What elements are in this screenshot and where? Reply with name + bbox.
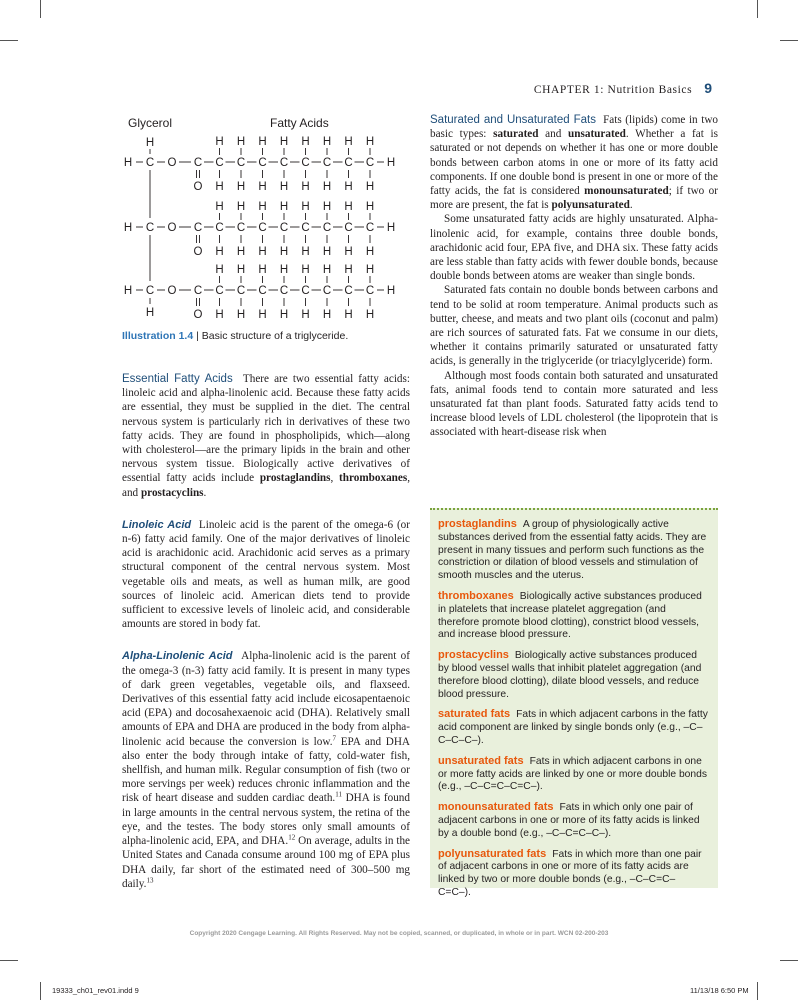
crop-mark xyxy=(40,0,41,18)
hydrogen-atom: H xyxy=(258,309,267,321)
chapter-title: CHAPTER 1: Nutrition Basics xyxy=(533,84,693,96)
caption-label: Illustration 1.4 xyxy=(122,330,194,342)
glycerol-label: Glycerol xyxy=(128,116,173,130)
carbon-atom: C xyxy=(258,157,267,169)
glossary-definition: Fats in which adjacent carbons in the fatty acid component are linked by single bonds only (e.g., –C–C–C–C–). xyxy=(438,709,708,746)
carbon-atom: C xyxy=(301,285,310,297)
glossary-definition: Biologically active substances produced in platelets that increase platelet aggregation (and therefore promote blood clotting), constrict blood vessels, and increase blood pressure. xyxy=(438,590,702,641)
running-head xyxy=(534,80,712,96)
hydrogen-atom: H xyxy=(236,181,246,193)
right-column xyxy=(430,113,718,440)
glossary-term: polyunsaturated fats xyxy=(438,847,547,860)
file-slug: 19333_ch01_rev01.indd 9 xyxy=(52,986,139,995)
body-paragraph: Although most foods contain both saturated and unsaturated fats, animal foods tend to contain more saturated and less unsaturated fat than plant foods. Saturated fatty acids tend to increase blood levels of LDL cholesterol (the lipoprotein that is associated with heart-disease risk when xyxy=(430,369,718,439)
glossary-definition: Biologically active substances produced by blood vessel walls that inhibit platelet aggregation (and therefore blood clotting), dilate blood vessels, and reduce blood pressure. xyxy=(438,650,702,700)
carbon-atom: C xyxy=(236,157,246,169)
oxygen-atom: O xyxy=(167,222,177,234)
hydrogen-atom: H xyxy=(215,309,224,321)
carbon-atom: C xyxy=(344,285,353,297)
reference-13: 13 xyxy=(146,875,154,884)
hydrogen-atom: H xyxy=(236,264,246,276)
carbon-atom: C xyxy=(365,157,375,169)
carbon-atom: C xyxy=(145,157,155,169)
glossary-entry xyxy=(438,518,708,583)
glossary-definition: Fats in which only one pair of adjacent carbons in one or more of its fatty acids is linked by a double bond (e.g., –C–C=C–C–). xyxy=(438,802,700,839)
carbon-atom: C xyxy=(322,222,332,234)
hydrogen-atom: H xyxy=(236,246,246,258)
glossary-term: unsaturated fats xyxy=(438,754,524,767)
hydrogen-atom: H xyxy=(301,181,310,193)
caption-separator: | xyxy=(196,330,199,342)
oxygen-atom: O xyxy=(167,157,177,169)
saturated-unsaturated-paragraph: Saturated and Unsaturated Fats Fats (lipids) come in two basic types: saturated and unsaturated. Whether a fat is saturated or not depends on whether it has one or more double bonds between carbon atoms in one or more of its fatty acid components. If one double bond is present in one or more of the fatty acids, the fat is considered monounsaturated; if two or more are present, the fat is polyunsaturated. xyxy=(430,114,718,212)
hydrogen-atom: H xyxy=(344,264,353,276)
hydrogen-atom: H xyxy=(386,222,396,234)
term-thromboxanes: thromboxanes xyxy=(339,472,408,485)
carbon-atom: C xyxy=(344,157,353,169)
term-unsaturated: unsaturated xyxy=(568,128,626,141)
carbon-atom: C xyxy=(193,157,203,169)
term-prostacyclins: prostacyclins xyxy=(140,486,204,499)
hydrogen-atom: H xyxy=(386,157,396,169)
hydrogen-atom: H xyxy=(279,201,289,213)
hydrogen-atom: H xyxy=(279,246,289,258)
hydrogen-atom: H xyxy=(344,201,353,213)
glossary-entry xyxy=(438,755,708,794)
carbon-atom: C xyxy=(215,222,224,234)
glossary-definition: A group of physiologically active substances derived from the essential fatty acids. They are present in many tissues and perform such functions as the constriction or dilation of blood vessels and stimulation of smooth muscles and the uterus. xyxy=(438,519,707,582)
glossary-box xyxy=(430,508,718,898)
reference-12: 12 xyxy=(288,833,296,842)
crop-mark xyxy=(40,982,41,1000)
hydrogen-atom: H xyxy=(145,307,155,319)
hydrogen-atom: H xyxy=(344,136,353,148)
alpha-linolenic-acid-paragraph: Alpha-Linolenic Acid Alpha-linolenic acid is the parent of the omega-3 (n-3) fatty acid family. It is present in many types of dark green vegetables, vegetable oils, and flaxseed. Derivatives of this essential fatty acid include eicosapentaenoic acid (EPA) and docosahexaenoic acid (DHA). Relatively small amounts of EPA and DHA are produced in the body from alpha-linolenic acid because the conversion is low.$^7$ EPA and DHA also enter the body through intake of fatty, cold-water fish, shellfish, and human milk. Regular consumption of fish (two or more servings per week) reduces chronic inflammation and the risk of heart disease and sudden cardiac death.$^{11}$ DHA is found in large amounts in the central nervous system, the retina of the eye, and the testes. The body stores only small amounts of alpha-linolenic acid, EPA, and DHA.$^{12}$ On average, adults in the United States and Canada consume around 100 mg of EPA plus DHA daily, far short of the estimated need of 300–500 mg daily.$^{13}$ xyxy=(122,650,411,890)
term-polyunsaturated: polyunsaturated xyxy=(551,199,630,212)
hydrogen-atom: H xyxy=(279,136,289,148)
hydrogen-atom: H xyxy=(215,201,224,213)
hydrogen-atom: H xyxy=(236,309,246,321)
hydrogen-atom: H xyxy=(258,264,267,276)
hydrogen-atom: H xyxy=(123,285,133,297)
carbon-atom: C xyxy=(365,222,375,234)
hydrogen-atom: H xyxy=(215,181,224,193)
glossary-definition: Fats in which adjacent carbons in one or more fatty acids are linked by one or more double bonds (e.g., –C–C=C–C=C–). xyxy=(438,755,708,793)
carbon-atom: C xyxy=(258,285,267,297)
hydrogen-atom: H xyxy=(322,181,332,193)
term-monounsaturated: monounsaturated xyxy=(584,185,669,198)
carbon-atom: C xyxy=(215,285,224,297)
crop-mark xyxy=(757,0,758,18)
hydrogen-atom: H xyxy=(301,136,310,148)
hydrogen-atom: H xyxy=(344,246,353,258)
essential-fatty-acids-heading: Essential Fatty Acids xyxy=(122,373,233,385)
crop-mark xyxy=(757,982,758,1000)
carbon-atom: C xyxy=(258,222,267,234)
hydrogen-atom: H xyxy=(301,264,310,276)
copyright-notice: Copyright 2020 Cengage Learning. All Rights Reserved. May not be copied, scanned, or duplicated, in whole or in part. WCN 02-200-203 xyxy=(189,930,609,937)
reference-11: 11 xyxy=(335,790,342,799)
glossary-definition: Fats in which more than one pair of adjacent carbons in one or more of its fatty acids are linked by two or more double bonds (e.g., –C–C=C–C=C–). xyxy=(438,848,702,898)
page-number: 9 xyxy=(704,80,712,96)
body-paragraph: Saturated fats contain no double bonds between carbons and tend to be solid at room temperature. Animal products such as butter, cheese, and meats and two plant oils (coconut and palm) are rich sources of saturated fats. Fat we consume in our diets, whether it contains primarily saturated or unsaturated fatty acids, is generally in the triglyceride (or triacylglyceride) form. xyxy=(430,284,718,368)
hydrogen-atom: H xyxy=(279,309,289,321)
hydrogen-atom: H xyxy=(279,264,289,276)
oxygen-atom: O xyxy=(193,246,203,258)
hydrogen-atom: H xyxy=(322,136,332,148)
carbon-atom: C xyxy=(215,157,224,169)
hydrogen-atom: H xyxy=(215,136,224,148)
carbon-atom: C xyxy=(279,157,289,169)
hydrogen-atom: H xyxy=(258,246,267,258)
carbon-atom: C xyxy=(193,285,203,297)
glossary-entry xyxy=(438,708,708,747)
carbon-atom: C xyxy=(344,222,353,234)
hydrogen-atom: H xyxy=(322,264,332,276)
carbon-atom: C xyxy=(145,222,155,234)
caption-text: Basic structure of a triglyceride. xyxy=(201,330,349,342)
hydrogen-atom: H xyxy=(258,201,267,213)
fatty-acids-label: Fatty Acids xyxy=(270,116,329,130)
hydrogen-atom: H xyxy=(301,201,310,213)
hydrogen-atom: H xyxy=(301,309,310,321)
hydrogen-atom: H xyxy=(344,309,353,321)
glossary-term: thromboxanes xyxy=(438,589,514,602)
hydrogen-atom: H xyxy=(322,201,332,213)
crop-mark xyxy=(0,960,18,961)
hydrogen-atom: H xyxy=(365,246,375,258)
glossary-term: saturated fats xyxy=(438,708,511,721)
glossary-entry xyxy=(438,590,708,642)
hydrogen-atom: H xyxy=(365,181,375,193)
carbon-atom: C xyxy=(193,222,203,234)
carbon-atom: C xyxy=(236,222,246,234)
hydrogen-atom: H xyxy=(386,285,396,297)
linoleic-acid-heading: Linoleic Acid xyxy=(122,518,192,531)
hydrogen-atom: H xyxy=(215,264,224,276)
carbon-atom: C xyxy=(145,285,155,297)
term-prostaglandins: prostaglandins xyxy=(259,472,331,485)
body-paragraph: Some unsaturated fatty acids are highly unsaturated. Alpha-linolenic acid, for example, contains three double bonds, arachidonic acid four, EPA five, and DHA six. These fatty acids are less stable than fatty acids with fewer double bonds, because double bonds between atoms are weaker than single bonds. xyxy=(430,213,718,283)
glossary-entry xyxy=(438,848,708,900)
glossary-entry xyxy=(438,801,708,840)
carbon-atom: C xyxy=(322,285,332,297)
carbon-atom: C xyxy=(279,285,289,297)
hydrogen-atom: H xyxy=(215,246,224,258)
hydrogen-atom: H xyxy=(123,157,133,169)
hydrogen-atom: H xyxy=(322,309,332,321)
hydrogen-atom: H xyxy=(123,222,133,234)
carbon-atom: C xyxy=(236,285,246,297)
left-column xyxy=(122,372,410,891)
date-slug: 11/13/18 6:50 PM xyxy=(690,986,749,995)
hydrogen-atom: H xyxy=(145,137,155,149)
linoleic-acid-paragraph: Linoleic Acid Linoleic acid is the parent of the omega-6 (or n-6) fatty acid family. One of the major derivatives of linoleic acid is arachidonic acid. Arachidonic acid serves as a primary structural component of the central nervous system. Most vegetable oils and meats, as well as human milk, are good sources of linoleic acid. American diets tend to provide sufficient to excessive levels of linoleic acid, and considerable amounts are stored in body fat. xyxy=(122,518,411,631)
hydrogen-atom: H xyxy=(365,264,375,276)
hydrogen-atom: H xyxy=(279,181,289,193)
hydrogen-atom: H xyxy=(258,136,267,148)
oxygen-atom: O xyxy=(193,309,203,321)
glossary-term: monounsaturated fats xyxy=(438,801,554,814)
hydrogen-atom: H xyxy=(322,246,332,258)
glossary-entry xyxy=(438,649,708,701)
hydrogen-atom: H xyxy=(258,181,267,193)
triglyceride-diagram xyxy=(122,112,422,322)
carbon-atom: C xyxy=(365,285,375,297)
hydrogen-atom: H xyxy=(365,201,375,213)
hydrogen-atom: H xyxy=(236,136,246,148)
hydrogen-atom: H xyxy=(365,136,375,148)
carbon-atom: C xyxy=(301,157,310,169)
alpha-linolenic-acid-heading: Alpha-Linolenic Acid xyxy=(122,650,233,663)
crop-mark xyxy=(780,40,798,41)
figure-caption xyxy=(122,330,422,342)
triglyceride-figure xyxy=(122,112,422,322)
essential-fatty-acids-paragraph: Essential Fatty Acids There are two essential fatty acids: linoleic acid and alpha-linolenic acid. Because these fatty acids are essential, they must be supplied in the diet. The central nervous system is particularly rich in derivatives of these two fatty acids. They are found in phospholipids, which—along with cholesterol—are the primary lipids in the brain and other nervous system tissue. Biologically active derivatives of essential fatty acids include prostaglandins, thromboxanes, and prostacyclins. xyxy=(122,373,410,499)
oxygen-atom: O xyxy=(193,181,203,193)
glossary-term: prostacyclins xyxy=(438,649,509,662)
carbon-atom: C xyxy=(322,157,332,169)
crop-mark xyxy=(780,960,798,961)
oxygen-atom: O xyxy=(167,285,177,297)
saturated-unsaturated-heading: Saturated and Unsaturated Fats xyxy=(430,114,596,126)
crop-mark xyxy=(0,40,18,41)
reference-7: 7 xyxy=(332,733,336,742)
term-saturated: saturated xyxy=(493,128,539,141)
carbon-atom: C xyxy=(279,222,289,234)
hydrogen-atom: H xyxy=(236,201,246,213)
hydrogen-atom: H xyxy=(344,181,353,193)
hydrogen-atom: H xyxy=(301,246,310,258)
hydrogen-atom: H xyxy=(365,309,375,321)
glossary-term: prostaglandins xyxy=(438,518,517,530)
carbon-atom: C xyxy=(301,222,310,234)
